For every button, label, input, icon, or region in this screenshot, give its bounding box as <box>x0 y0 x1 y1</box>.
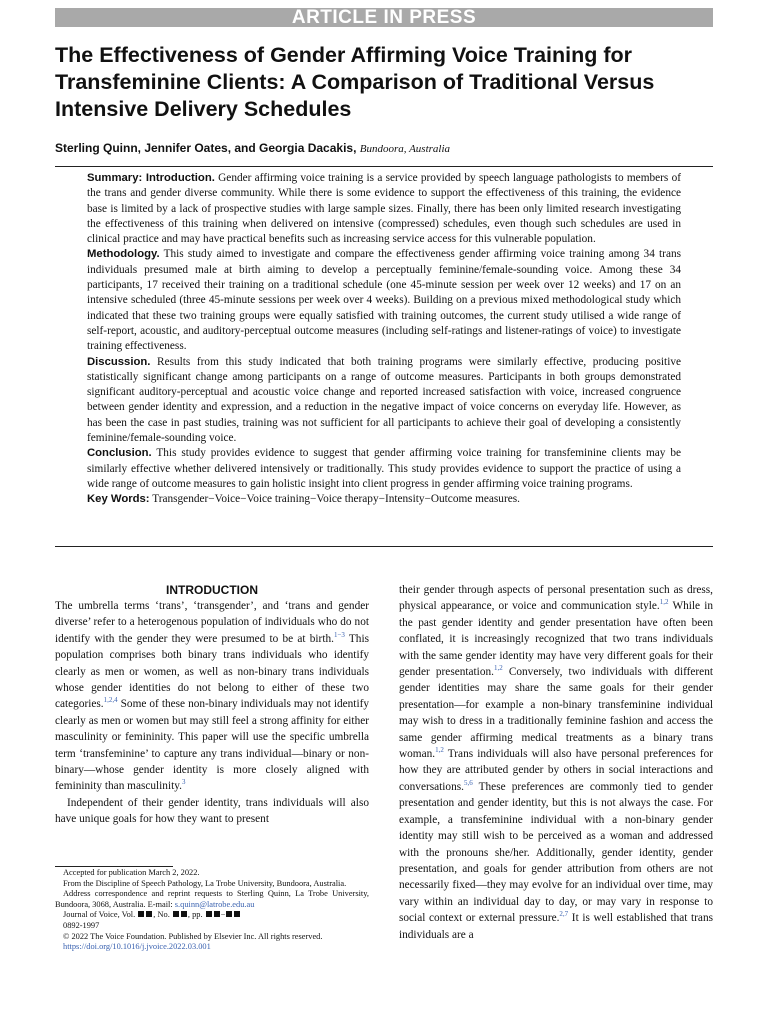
right-text-2: While in the past gender identity and gender presentation have often been conflated, it is increasingly recognized that two trans individuals with the same gender identity may have very different goals for their gender presentation. <box>399 600 713 679</box>
journal-vol-label: Journal of Voice, Vol. <box>63 910 136 920</box>
footnote-journal: Journal of Voice, Vol. , No. , pp. − <box>55 910 369 921</box>
footnotes <box>55 868 369 953</box>
footnote-issn: 0892-1997 <box>63 920 100 930</box>
methodology-text: This study aimed to investigate and compare the effectiveness gender affirming voice training among 34 trans individuals presumed male at birth aiming to develop a perceptually feminine/female-sounding voice. Among these 34 participants, 17 received their training on a traditional schedule (one 45-minute session per week over 12 weeks) and 17 on an intensive scheduled (three 45-minute sessions per week over 4 weeks). Building on a previous mixed methodological study which indicated that these two training groups were equally satisfied with training outcomes, the current study utilised a wide range of self-report, acoustic, and auditory-perceptual outcome measures (including self-ratings and listener-ratings of voice) to investigate training effectiveness. <box>87 248 681 353</box>
right-text-6: It is well established that trans individuals are a <box>399 912 713 941</box>
discussion-label: Discussion. <box>87 355 151 368</box>
right-text-1: their gender through aspects of personal presentation such as dress, physical appearance, or voice and communication style. <box>399 584 713 613</box>
redacted-square-icon <box>138 911 144 917</box>
conclusion-text: This study provides evidence to suggest that gender affirming voice training for transfeminine clients may be similarly effective whether delivered intensively or traditionally. This study provides evidence to support the practice of using a wide range of outcome measures to gain holistic insight into client progress in gender affirming voice training programs. <box>87 447 681 490</box>
redacted-square-icon <box>234 911 240 917</box>
journal-pp-label: , pp. <box>187 910 203 920</box>
citation-ref[interactable]: 1,2 <box>493 664 503 673</box>
redacted-square-icon <box>226 911 232 917</box>
abstract-methodology <box>87 247 681 354</box>
intro-p1-text-c: Some of these non-binary individuals may not identify clearly as men or women but may still feel a strong affinity for either masculinity or femininity. This paper will use the specific umbrella term ‘transfeminine’ to capture any trans individual—binary or non-binary—whose gender identity is more closely aligned with femininity than masculinity. <box>55 698 369 793</box>
citation-ref[interactable]: 1,2 <box>435 746 444 755</box>
keywords-label: Key Words: <box>87 493 150 506</box>
redacted-square-icon <box>206 911 212 917</box>
conclusion-label: Conclusion. <box>87 447 152 460</box>
redacted-square-icon <box>173 911 179 917</box>
abstract-top-rule <box>55 166 713 167</box>
methodology-label: Methodology. <box>87 248 160 261</box>
summary-label: Summary: Introduction. <box>87 172 215 184</box>
footnote-from: From the Discipline of Speech Pathology, La Trobe University, Bundoora, Australia. <box>63 878 347 888</box>
citation-ref[interactable]: 5,6 <box>463 779 473 788</box>
right-text-5: These preferences are commonly tied to gender presentation and gender identity, but this is not always the case. For example, a transfeminine individual with a non-binary gender identity may still wish to be perceived as a woman and addressed with the pronouns she/her. Additionally, gender identity, gender presentation, and goals for gender attribution from others are not necessarily fixed—they may evolve for an individual over time, may vary within an individual day to day, or may vary in response to social context or external pressure. <box>399 780 713 925</box>
intro-p1-text-b: This population comprises both binary trans individuals who identify clearly as men or women, as well as non-binary trans individuals whose gender identities do not belong to either of these two categories. <box>55 632 369 711</box>
introduction-heading: INTRODUCTION <box>166 583 258 597</box>
summary-text: Gender affirming voice training is a service provided by speech language pathologists to members of the trans and gender diverse community. While there is some evidence to support the effectiveness of this training, the evidence base is limited by a lack of prospective studies with large sample sizes. Finally, there has been only limited research investigating the effectiveness of this training when delivered on intensive (compressed) schedules, even though such schedules are used in clinical practice and may have practical benefits such as increasing service access for this vulnerable population. <box>87 172 681 246</box>
discussion-text: Results from this study indicated that both training programs were similarly effective, producing positive statistically significant change among participants on a range of outcome measures. Participants in both groups demonstrated significant auditory-perceptual and acoustic voice change and reported increased satisfaction with voice, increased congruence between gender identity and expression, and a reduction in the negative impact of voice concerns on everyday life. However, as has been the case in past studies, training was not sufficient for all participants to achieve their goal of developing a consistently feminine/female-sounding voice. <box>87 355 681 445</box>
citation-ref[interactable]: 2,7 <box>559 910 569 919</box>
footnote-accepted: Accepted for publication March 2, 2022. <box>63 868 200 877</box>
right-text-3: Conversely, two individuals with different gender identities may share the same goals for their gender presentation—for example a non-binary transfeminine individual may wish to dress in a traditionally feminine fashion and access the same gender affirming medical treatments as a binary trans woman. <box>399 666 713 761</box>
right-column <box>399 582 713 943</box>
intro-p1-text-a: The umbrella terms ‘trans’, ‘transgender’, and ‘trans and gender diverse’ refer to a heterogenous population of individuals who do not identify with the gender they were presumed to be at birth. <box>55 600 369 645</box>
abstract-discussion <box>87 355 681 447</box>
footnote-copyright: © 2022 The Voice Foundation. Published by Elsevier Inc. All rights reserved. <box>63 931 323 941</box>
intro-paragraph-1 <box>55 598 369 795</box>
footnote-address <box>55 889 369 910</box>
author-names: Sterling Quinn, Jennifer Oates, and Georgia Dacakis, <box>55 141 357 155</box>
abstract-keywords <box>87 492 681 507</box>
email-link[interactable]: s.quinn@latrobe.edu.au <box>174 899 255 909</box>
citation-ref[interactable]: 1,2 <box>659 598 669 607</box>
abstract <box>87 171 681 508</box>
intro-paragraph-2-continued <box>399 582 713 943</box>
redacted-square-icon <box>181 911 187 917</box>
keywords-text: Transgender−Voice−Voice training−Voice therapy−Intensity−Outcome measures. <box>152 493 520 506</box>
footnote-address-text: Address correspondence and reprint requests to Sterling Quinn, La Trobe University, Bundoora, 3068, Australia. E-mail: <box>55 889 369 909</box>
right-text-4: Trans individuals will also have personal preferences for how they are attributed gender by others in social interactions and conversations. <box>399 748 713 793</box>
abstract-summary <box>87 171 681 247</box>
citation-ref[interactable]: 3 <box>181 778 186 787</box>
footnote-rule <box>55 866 173 867</box>
redacted-square-icon <box>146 911 152 917</box>
left-column <box>55 582 369 828</box>
journal-no-label: , No. <box>153 910 170 920</box>
article-in-press-banner: ARTICLE IN PRESS <box>55 8 713 27</box>
doi-link[interactable]: https://doi.org/10.1016/j.jvoice.2022.03.001 <box>63 942 211 952</box>
redacted-square-icon <box>214 911 220 917</box>
author-affiliation: Bundoora, Australia <box>359 143 451 155</box>
citation-ref[interactable]: 1−3 <box>333 631 345 640</box>
abstract-conclusion <box>87 446 681 492</box>
article-title: The Effectiveness of Gender Affirming Voice Training for Transfeminine Clients: A Comparison of Traditional Versus Intensive Delivery Schedules <box>55 43 655 121</box>
author-line <box>55 140 715 157</box>
intro-paragraph-2: Independent of their gender identity, trans individuals will also have unique goals for how they want to present <box>55 796 369 826</box>
citation-ref[interactable]: 1,2,4 <box>103 696 118 705</box>
abstract-bottom-rule <box>55 546 713 547</box>
